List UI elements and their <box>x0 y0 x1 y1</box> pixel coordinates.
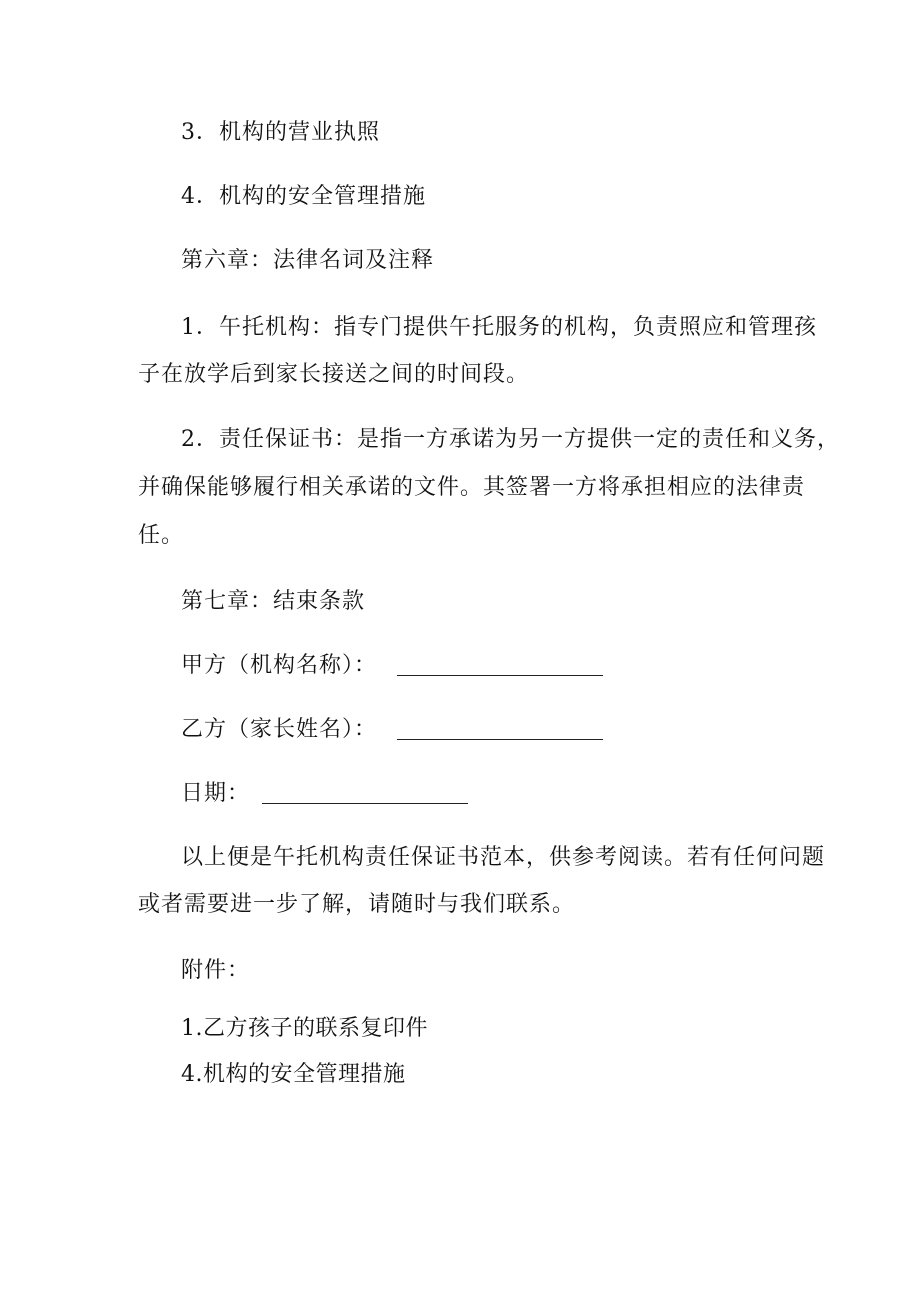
party-b-row <box>181 715 603 745</box>
party-b-blank-field[interactable] <box>397 721 603 740</box>
date-row <box>181 779 468 809</box>
attachments-heading: 附件： <box>181 958 251 983</box>
date-blank-field[interactable] <box>262 785 468 804</box>
chapter-seven-heading: 第七章：结束条款 <box>181 589 366 614</box>
chapter-six-heading: 第六章：法律名词及注释 <box>181 248 435 273</box>
closing-line-1: 以上便是午托机构责任保证书范本，供参考阅读。若有任何问题 <box>181 845 826 870</box>
list-item-business-license: 3．机构的营业执照 <box>181 120 380 145</box>
definition-2-line-3: 任。 <box>138 523 185 548</box>
party-a-label: 甲方（机构名称）： <box>181 653 378 678</box>
closing-line-2: 或者需要进一步了解，请随时与我们联系。 <box>138 892 576 917</box>
definition-1-line-1: 1．午托机构：指专门提供午托服务的机构，负责照应和管理孩 <box>181 315 817 340</box>
definition-2-line-1: 2．责任保证书：是指一方承诺为另一方提供一定的责任和义务， <box>181 427 840 452</box>
attachment-item-1: 1.乙方孩子的联系复印件 <box>181 1016 428 1041</box>
definition-1-line-2: 子在放学后到家长接送之间的时间段。 <box>138 362 530 387</box>
party-a-blank-field[interactable] <box>397 657 603 676</box>
party-a-row <box>181 651 603 681</box>
party-b-label: 乙方（家长姓名）： <box>181 717 378 742</box>
list-item-safety-measures: 4．机构的安全管理措施 <box>181 184 426 209</box>
attachment-item-4: 4.机构的安全管理措施 <box>181 1062 406 1087</box>
definition-2-line-2: 并确保能够履行相关承诺的文件。其签署一方将承担相应的法律责 <box>138 475 806 500</box>
date-label: 日期： <box>181 781 251 806</box>
